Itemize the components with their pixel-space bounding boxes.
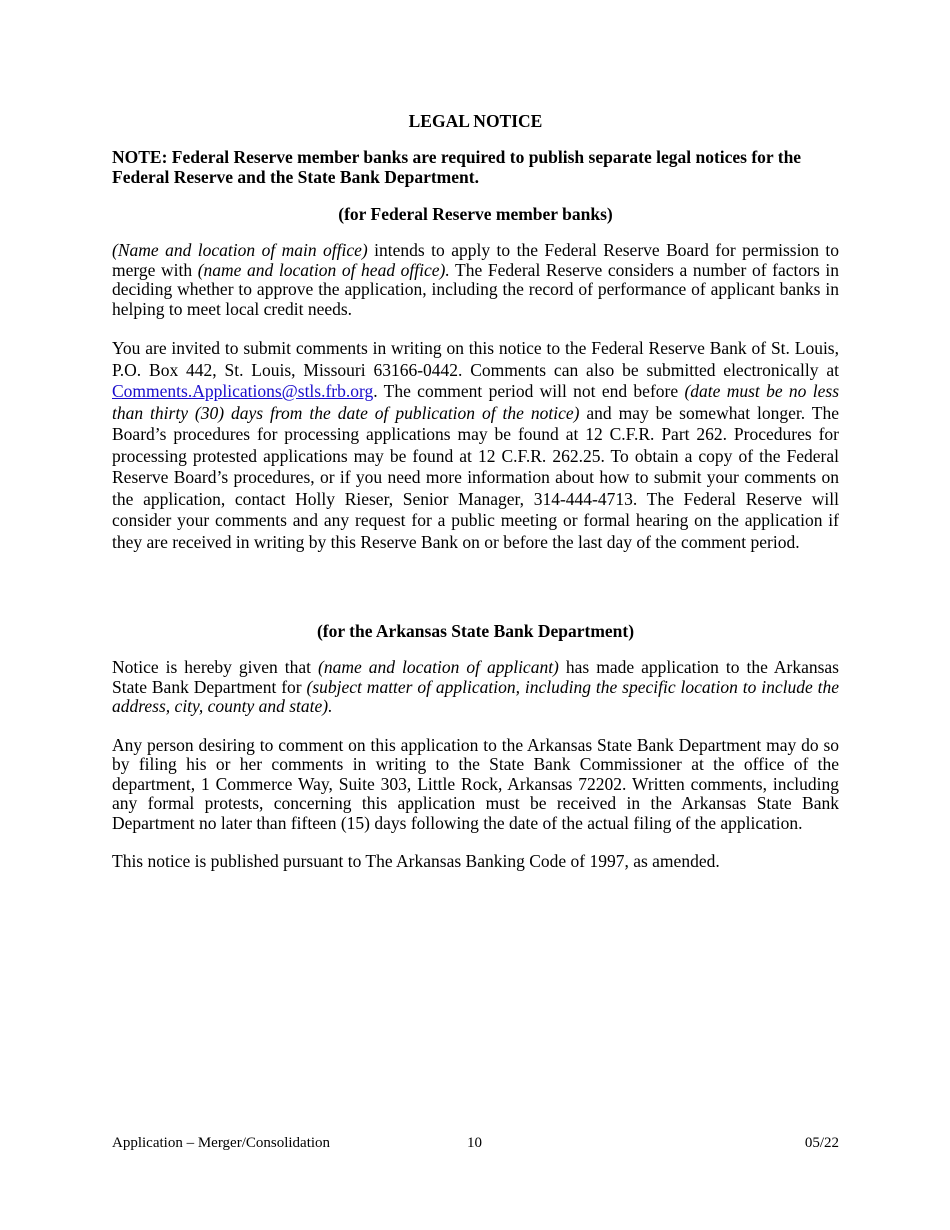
placeholder-head-office: (name and location of head office).: [197, 259, 450, 280]
state-section-heading: (for the Arkansas State Bank Department): [316, 621, 635, 641]
fed-paragraph-1: [112, 241, 839, 319]
fed-p1-text-1: intends to apply to the Federal Reserve Board for permission to merge with: [112, 240, 839, 280]
state-p1-text-1: Notice is hereby given that: [112, 657, 319, 677]
comments-email-link[interactable]: Comments.Applications@stls.frb.org: [112, 381, 374, 401]
state-paragraph-2: Any person desiring to comment on this application to the Arkansas State Bank Department may do so by filing his or her comments in writing to the State Bank Commissioner at the office of the department, 1 Commerce Way, Suite 303, Little Rock, Arkansas 72202. Written comments, including any formal protests, concerning this application must be received in the Arkansas State Bank Department no later than fifteen (15) days following the date of the actual filing of the application.: [112, 734, 839, 833]
placeholder-applicant: (name and location of applicant): [318, 657, 559, 677]
document-page: [112, 110, 839, 891]
state-paragraph-1: [112, 658, 839, 717]
footer-revision-date: 05/22: [804, 1135, 839, 1151]
footer-page-number: 10: [467, 1135, 482, 1151]
placeholder-main-office: (Name and location of main office): [112, 240, 368, 260]
fed-p2-text-2: . The comment period will not end before: [373, 381, 685, 401]
footer-form-name: Application – Merger/Consolidation: [112, 1135, 331, 1151]
document-title: LEGAL NOTICE: [408, 111, 543, 131]
fed-section-heading: (for Federal Reserve member banks): [338, 204, 613, 224]
fed-paragraph-2: [112, 338, 839, 553]
state-p1-text-2: has made application to the Arkansas State Bank Department for: [112, 657, 839, 697]
placeholder-subject-matter: (subject matter of application, including the specific location to include the address, city, county and state).: [112, 676, 839, 716]
state-paragraph-3: This notice is published pursuant to The Arkansas Banking Code of 1997, as amended.: [112, 851, 720, 871]
placeholder-comment-date: (date must be no less than thirty (30) days from the date of publication of the notice): [112, 381, 839, 423]
fed-p2-text-1: You are invited to submit comments in writing on this notice to the Federal Reserve Bank of St. Louis, P.O. Box 442, St. Louis, Missouri 63166-0442. Comments can also be submitted electronically at: [112, 338, 839, 380]
fed-p1-text-2: The Federal Reserve considers a number of factors in deciding whether to approve the application, including the record of performance of applicant banks in helping to meet local credit needs.: [112, 259, 839, 319]
fed-p2-text-3: and may be somewhat longer. The Board’s procedures for processing applications may be found at 12 C.F.R. Part 262. Procedures for processing protested applications may be found at 12 C.F.R. 262.25. To obtain a copy of the Federal Reserve Board’s procedures, or if you need more information about how to submit your comments on the application, contact Holly Rieser, Senior Manager, 314-444-4713. The Federal Reserve will consider your comments and any request for a public meeting or formal hearing on the application if they are received in writing by this Reserve Bank on or before the last day of the comment period.: [112, 402, 839, 552]
section-spacer: [112, 572, 839, 620]
note-paragraph: NOTE: Federal Reserve member banks are required to publish separate legal notices for the Federal Reserve and the State Bank Department.: [112, 147, 802, 187]
